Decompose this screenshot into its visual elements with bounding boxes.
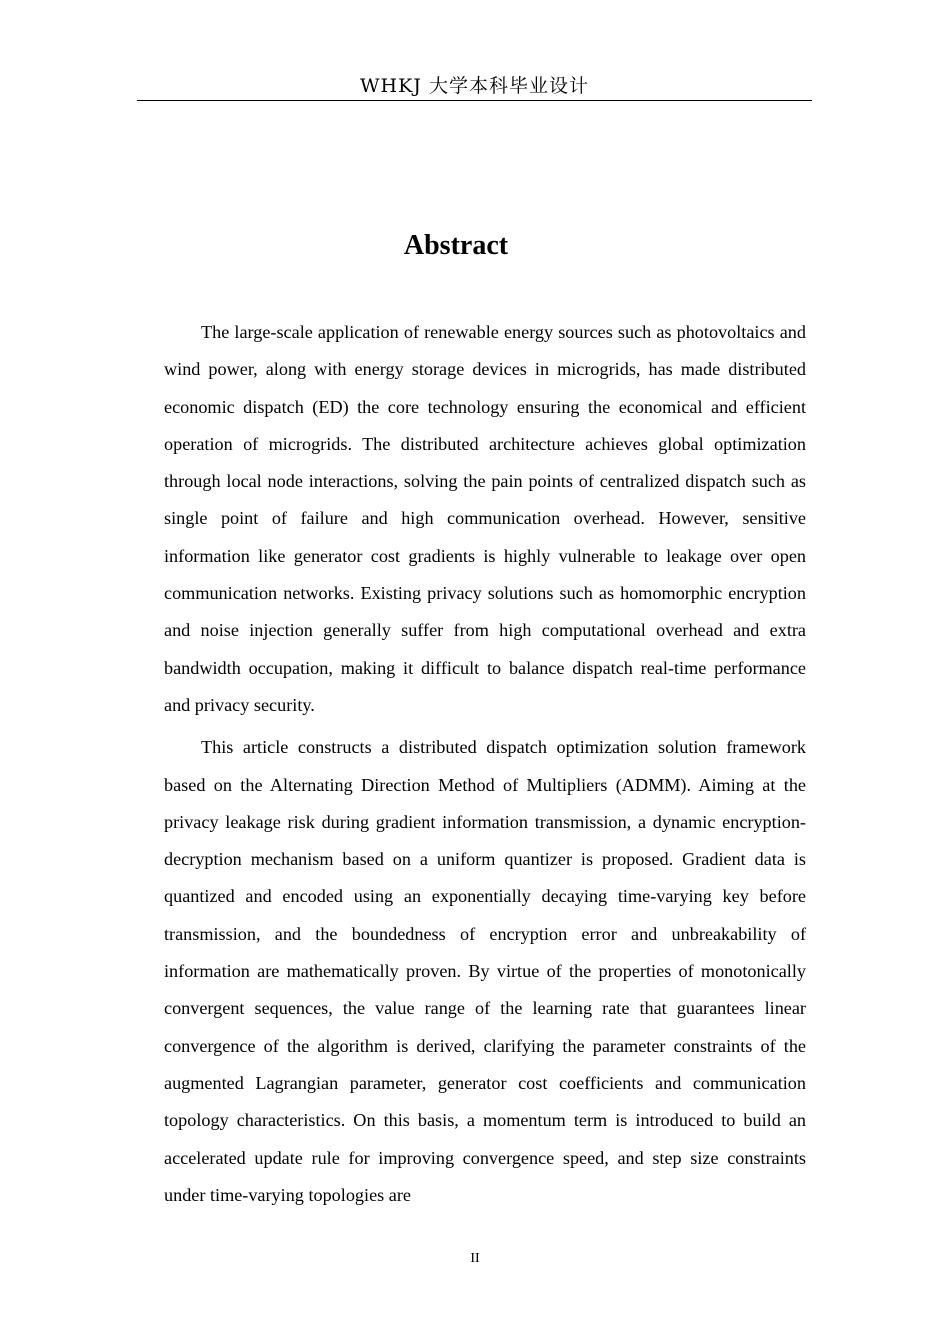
page-number: II — [470, 1251, 480, 1266]
abstract-title: Abstract — [403, 230, 509, 261]
abstract-body — [164, 314, 806, 1219]
abstract-paragraph-2: This article constructs a distributed dispatch optimization solution framework based on the Alternating Direction Method of Multipliers (ADMM). Aiming at the privacy leakage risk during gradient information transmission, a dynamic encryption-decryption mechanism based on a uniform quantizer is proposed. Gradient data is quantized and encoded using an exponentially decaying time-varying key before transmission, and the boundedness of encryption error and unbreakability of information are mathematically proven. By virtue of the properties of monotonically convergent sequences, the value range of the learning rate that guarantees linear convergence of the algorithm is derived, clarifying the parameter constraints of the augmented Lagrangian parameter, generator cost coefficients and communication topology characteristics. On this basis, a momentum term is introduced to build an accelerated update rule for improving convergence speed, and step size constraints under time-varying topologies are — [164, 737, 806, 1205]
abstract-paragraph-1: The large-scale application of renewable energy sources such as photovoltaics and wind power, along with energy storage devices in microgrids, has made distributed economic dispatch (ED) the core technology ensuring the economical and efficient operation of microgrids. The distributed architecture achieves global optimization through local node interactions, solving the pain points of centralized dispatch such as single point of failure and high communication overhead. However, sensitive information like generator cost gradients is highly vulnerable to leakage over open communication networks. Existing privacy solutions such as homomorphic encryption and noise injection generally suffer from high computational overhead and extra bandwidth occupation, making it difficult to balance dispatch real-time performance and privacy security. — [164, 322, 806, 715]
page-header: WHKJ 大学本科毕业设计 — [137, 72, 812, 101]
